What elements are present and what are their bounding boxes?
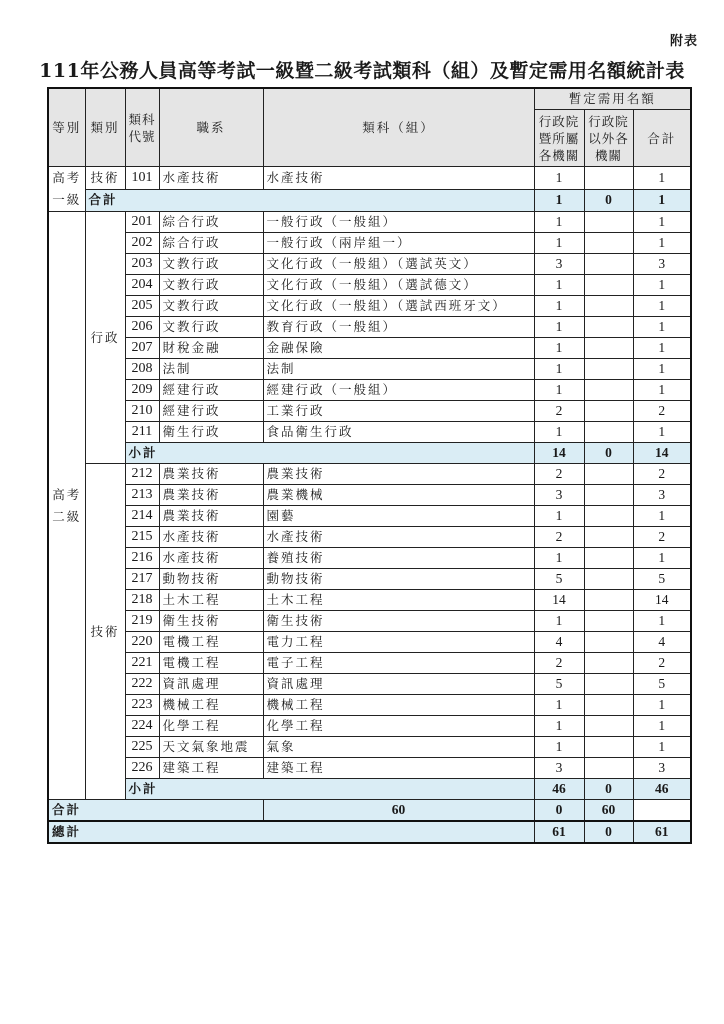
quota-other-cell	[584, 632, 633, 653]
level1-total-row-total: 1	[633, 189, 691, 212]
subject-cell: 化學工程	[263, 716, 534, 737]
level1-total-row-label: 合計	[85, 189, 534, 212]
quota-exec-cell: 1	[534, 737, 584, 758]
tech-subtotal-row-exec: 46	[534, 779, 584, 800]
series-cell: 衛生技術	[159, 611, 263, 632]
quota-other-cell	[584, 275, 633, 296]
table-row	[48, 758, 691, 779]
quota-total-cell: 2	[633, 527, 691, 548]
quota-total-cell: 1	[633, 212, 691, 233]
quota-total-cell: 1	[633, 611, 691, 632]
subject-cell: 一般行政（一般組）	[263, 212, 534, 233]
category-label-l1: 技術	[85, 167, 125, 190]
table-row	[48, 548, 691, 569]
table-row	[48, 695, 691, 716]
level2-total-row-other: 0	[534, 800, 584, 822]
tech-subtotal-row-total: 46	[633, 779, 691, 800]
table-row	[48, 464, 691, 485]
quota-other-cell	[584, 590, 633, 611]
subject-cell: 氣象	[263, 737, 534, 758]
header-subject: 類科（組）	[263, 88, 534, 167]
quota-other-cell	[584, 653, 633, 674]
subject-cell: 機械工程	[263, 695, 534, 716]
table-row	[48, 254, 691, 275]
series-cell: 動物技術	[159, 569, 263, 590]
series-cell: 經建行政	[159, 380, 263, 401]
subject-cell: 文化行政（一般組）（選試西班牙文）	[263, 296, 534, 317]
series-cell: 化學工程	[159, 716, 263, 737]
code-cell: 212	[125, 464, 159, 485]
quota-total-cell: 1	[633, 422, 691, 443]
code-cell: 222	[125, 674, 159, 695]
subject-cell: 教育行政（一般組）	[263, 317, 534, 338]
quota-other-cell	[584, 695, 633, 716]
level-label-l1-line2: 一級	[52, 192, 82, 207]
subject-cell: 經建行政（一般組）	[263, 380, 534, 401]
quota-total-cell: 1	[633, 737, 691, 758]
subject-cell: 水產技術	[263, 167, 534, 190]
quota-other-cell	[584, 167, 633, 190]
header-quota-other: 行政院以外各機關	[584, 110, 633, 167]
quota-total-cell: 1	[633, 338, 691, 359]
quota-exec-cell: 3	[534, 758, 584, 779]
quota-total-cell: 2	[633, 653, 691, 674]
level2-total-row-label: 合計	[48, 800, 263, 822]
quota-other-cell	[584, 338, 633, 359]
subject-cell: 水產技術	[263, 527, 534, 548]
code-cell: 101	[125, 167, 159, 190]
quota-exec-cell: 1	[534, 167, 584, 190]
series-cell: 文教行政	[159, 296, 263, 317]
quota-exec-cell: 2	[534, 464, 584, 485]
level2-total-row-exec: 60	[263, 800, 534, 822]
tech-subtotal-row-other: 0	[584, 779, 633, 800]
level1-total-row	[48, 189, 691, 212]
table-row	[48, 380, 691, 401]
header-category: 類別	[85, 88, 125, 167]
code-cell: 211	[125, 422, 159, 443]
code-cell: 217	[125, 569, 159, 590]
code-cell: 201	[125, 212, 159, 233]
level-label-l2-line1: 高考	[52, 486, 82, 502]
quota-total-cell: 3	[633, 485, 691, 506]
level2-total-row-total: 60	[584, 800, 633, 822]
quota-other-cell	[584, 758, 633, 779]
series-cell: 天文氣象地震	[159, 737, 263, 758]
series-cell: 水產技術	[159, 548, 263, 569]
table-row	[48, 569, 691, 590]
code-cell: 209	[125, 380, 159, 401]
quota-other-cell	[584, 674, 633, 695]
table-row	[48, 653, 691, 674]
table-row	[48, 317, 691, 338]
code-cell: 220	[125, 632, 159, 653]
quota-total-cell: 1	[633, 275, 691, 296]
code-cell: 225	[125, 737, 159, 758]
table-row	[48, 527, 691, 548]
page-title: 111年公務人員高等考試一級暨二級考試類科（組）及暫定需用名額統計表	[39, 60, 685, 82]
quota-exec-cell: 1	[534, 695, 584, 716]
quota-total-cell: 1	[633, 695, 691, 716]
quota-total-cell: 5	[633, 674, 691, 695]
code-cell: 213	[125, 485, 159, 506]
table-row	[48, 506, 691, 527]
series-cell: 水產技術	[159, 527, 263, 548]
subject-cell: 金融保險	[263, 338, 534, 359]
table-row	[48, 485, 691, 506]
quota-other-cell	[584, 506, 633, 527]
subject-cell: 農業技術	[263, 464, 534, 485]
quota-exec-cell: 1	[534, 212, 584, 233]
code-cell: 206	[125, 317, 159, 338]
quota-exec-cell: 1	[534, 359, 584, 380]
code-cell: 207	[125, 338, 159, 359]
quota-exec-cell: 3	[534, 254, 584, 275]
quota-other-cell	[584, 212, 633, 233]
series-cell: 文教行政	[159, 275, 263, 296]
table-row	[48, 674, 691, 695]
quota-exec-cell: 5	[534, 569, 584, 590]
series-cell: 電機工程	[159, 632, 263, 653]
code-cell: 226	[125, 758, 159, 779]
subject-cell: 文化行政（一般組）（選試德文）	[263, 275, 534, 296]
quota-total-cell: 1	[633, 548, 691, 569]
quota-exec-cell: 1	[534, 506, 584, 527]
grand-total-row-other: 0	[584, 821, 633, 843]
level2-total-row	[48, 800, 691, 822]
table-row	[48, 716, 691, 737]
grand-total-row-total: 61	[633, 821, 691, 843]
series-cell: 資訊處理	[159, 674, 263, 695]
quota-total-cell: 2	[633, 464, 691, 485]
series-cell: 經建行政	[159, 401, 263, 422]
quota-total-cell: 1	[633, 317, 691, 338]
quota-total-cell: 4	[633, 632, 691, 653]
category-label-admin: 行政	[85, 212, 125, 464]
subject-cell: 農業機械	[263, 485, 534, 506]
header-code	[125, 88, 159, 167]
table-row	[48, 296, 691, 317]
tech-subtotal-row-label: 小計	[125, 779, 534, 800]
level-label-l1	[48, 167, 85, 212]
code-cell: 204	[125, 275, 159, 296]
series-cell: 機械工程	[159, 695, 263, 716]
subject-cell: 建築工程	[263, 758, 534, 779]
table-row	[48, 212, 691, 233]
quota-table	[47, 87, 692, 844]
series-cell: 農業技術	[159, 464, 263, 485]
code-cell: 224	[125, 716, 159, 737]
admin-subtotal-row-other: 0	[584, 443, 633, 464]
code-cell: 202	[125, 233, 159, 254]
quota-exec-cell: 2	[534, 527, 584, 548]
subject-cell: 園藝	[263, 506, 534, 527]
quota-other-cell	[584, 464, 633, 485]
code-cell: 205	[125, 296, 159, 317]
tech-subtotal-row	[48, 779, 691, 800]
quota-total-cell: 1	[633, 359, 691, 380]
table-row	[48, 737, 691, 758]
quota-other-cell	[584, 254, 633, 275]
quota-total-cell: 1	[633, 296, 691, 317]
table-row	[48, 233, 691, 254]
series-cell: 建築工程	[159, 758, 263, 779]
table-row	[48, 611, 691, 632]
code-cell: 214	[125, 506, 159, 527]
admin-subtotal-row-exec: 14	[534, 443, 584, 464]
quota-other-cell	[584, 569, 633, 590]
admin-subtotal-row	[48, 443, 691, 464]
quota-exec-cell: 14	[534, 590, 584, 611]
table-row	[48, 632, 691, 653]
quota-total-cell: 1	[633, 167, 691, 190]
series-cell: 農業技術	[159, 485, 263, 506]
level1-total-row-exec: 1	[534, 189, 584, 212]
quota-exec-cell: 1	[534, 317, 584, 338]
quota-total-cell: 14	[633, 590, 691, 611]
quota-exec-cell: 1	[534, 296, 584, 317]
quota-exec-cell: 1	[534, 548, 584, 569]
quota-other-cell	[584, 548, 633, 569]
quota-exec-cell: 2	[534, 653, 584, 674]
level-label-l2-line2: 二級	[52, 508, 82, 524]
header-series: 職系	[159, 88, 263, 167]
series-cell: 綜合行政	[159, 233, 263, 254]
level-label-l2	[48, 212, 85, 800]
subject-cell: 一般行政（兩岸組一）	[263, 233, 534, 254]
quota-total-cell: 1	[633, 506, 691, 527]
quota-total-cell: 1	[633, 716, 691, 737]
subject-cell: 電力工程	[263, 632, 534, 653]
table-row	[48, 167, 691, 190]
series-cell: 電機工程	[159, 653, 263, 674]
quota-other-cell	[584, 485, 633, 506]
subject-cell: 衛生技術	[263, 611, 534, 632]
subject-cell: 動物技術	[263, 569, 534, 590]
subject-cell: 養殖技術	[263, 548, 534, 569]
quota-exec-cell: 1	[534, 275, 584, 296]
quota-other-cell	[584, 359, 633, 380]
quota-other-cell	[584, 737, 633, 758]
series-cell: 土木工程	[159, 590, 263, 611]
quota-exec-cell: 2	[534, 401, 584, 422]
grand-total-row	[48, 821, 691, 843]
series-cell: 財稅金融	[159, 338, 263, 359]
code-cell: 218	[125, 590, 159, 611]
code-cell: 203	[125, 254, 159, 275]
table-row	[48, 338, 691, 359]
table-row	[48, 359, 691, 380]
grand-total-row-label: 總計	[48, 821, 534, 843]
quota-total-cell: 2	[633, 401, 691, 422]
code-cell: 223	[125, 695, 159, 716]
quota-total-cell: 5	[633, 569, 691, 590]
level1-total-row-other: 0	[584, 189, 633, 212]
quota-other-cell	[584, 233, 633, 254]
quota-other-cell	[584, 401, 633, 422]
code-cell: 215	[125, 527, 159, 548]
code-cell: 210	[125, 401, 159, 422]
quota-other-cell	[584, 527, 633, 548]
header-level: 等別	[48, 88, 85, 167]
quota-other-cell	[584, 716, 633, 737]
quota-exec-cell: 4	[534, 632, 584, 653]
quota-exec-cell: 1	[534, 380, 584, 401]
level-label-l1-line1: 高考	[52, 170, 82, 185]
series-cell: 文教行政	[159, 317, 263, 338]
quota-exec-cell: 1	[534, 338, 584, 359]
quota-exec-cell: 3	[534, 485, 584, 506]
quota-exec-cell: 1	[534, 422, 584, 443]
header-quota-group: 暫定需用名額	[534, 88, 691, 110]
table-row	[48, 422, 691, 443]
header-quota-exec: 行政院暨所屬各機關	[534, 110, 584, 167]
subject-cell: 資訊處理	[263, 674, 534, 695]
category-label-tech: 技術	[85, 464, 125, 800]
admin-subtotal-row-label: 小計	[125, 443, 534, 464]
subject-cell: 法制	[263, 359, 534, 380]
header-quota-total: 合計	[633, 110, 691, 167]
subject-cell: 工業行政	[263, 401, 534, 422]
quota-total-cell: 1	[633, 233, 691, 254]
quota-exec-cell: 1	[534, 611, 584, 632]
subject-cell: 電子工程	[263, 653, 534, 674]
admin-subtotal-row-total: 14	[633, 443, 691, 464]
quota-exec-cell: 5	[534, 674, 584, 695]
quota-other-cell	[584, 611, 633, 632]
quota-total-cell: 3	[633, 758, 691, 779]
subject-cell: 食品衛生行政	[263, 422, 534, 443]
code-cell: 216	[125, 548, 159, 569]
series-cell: 水產技術	[159, 167, 263, 190]
quota-exec-cell: 1	[534, 233, 584, 254]
subject-cell: 文化行政（一般組）（選試英文）	[263, 254, 534, 275]
quota-other-cell	[584, 296, 633, 317]
series-cell: 文教行政	[159, 254, 263, 275]
series-cell: 法制	[159, 359, 263, 380]
annex-label: 附表	[669, 34, 698, 49]
quota-total-cell: 1	[633, 380, 691, 401]
header-code-label: 類科代號	[128, 111, 156, 144]
series-cell: 衛生行政	[159, 422, 263, 443]
series-cell: 農業技術	[159, 506, 263, 527]
code-cell: 219	[125, 611, 159, 632]
series-cell: 綜合行政	[159, 212, 263, 233]
quota-exec-cell: 1	[534, 716, 584, 737]
table-row	[48, 590, 691, 611]
quota-other-cell	[584, 380, 633, 401]
subject-cell: 土木工程	[263, 590, 534, 611]
table-row	[48, 275, 691, 296]
table-row	[48, 401, 691, 422]
quota-total-cell: 3	[633, 254, 691, 275]
code-cell: 208	[125, 359, 159, 380]
grand-total-row-exec: 61	[534, 821, 584, 843]
code-cell: 221	[125, 653, 159, 674]
quota-other-cell	[584, 422, 633, 443]
quota-other-cell	[584, 317, 633, 338]
